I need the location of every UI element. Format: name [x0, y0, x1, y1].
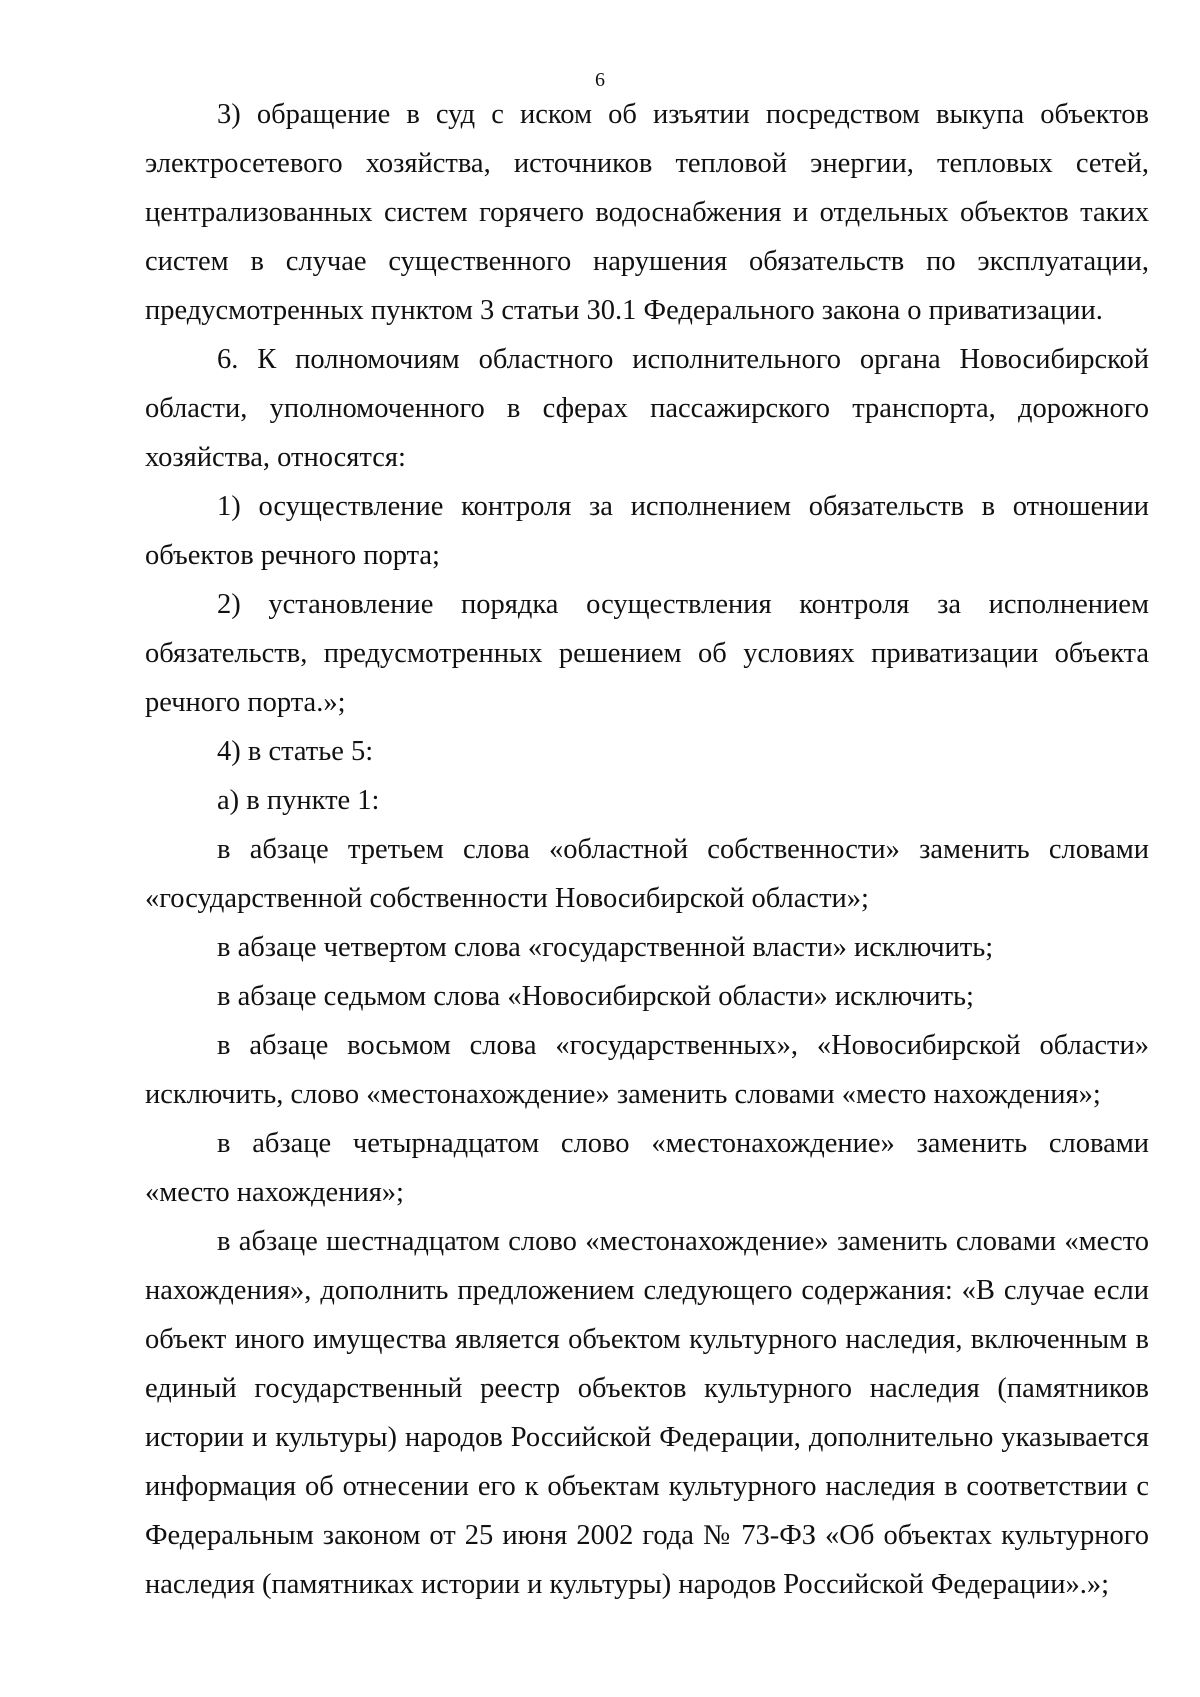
paragraph-abzac-8: в абзаце восьмом слова «государственных», «Новосибирской области» исключить, слово «местонахождение» заменить словами «место нахождения»;	[145, 1030, 1149, 1110]
paragraph-abzac-16: в абзаце шестнадцатом слово «местонахождение» заменить словами «место нахождения», дополнить предложением следующего содержания: «В случае если объект иного имущества является объектом культурного наследия, включенным в единый государственный реестр объектов культурного наследия (памятников истории и культуры) народов Российской Федерации, дополнительно указывается информация об отнесении его к объектам культурного наследия в соответствии с Федеральным законом от 25 июня 2002 года № 73-ФЗ «Об объектах культурного наследия (памятниках истории и культуры) народов Российской Федерации».»;	[145, 1226, 1149, 1600]
paragraph-item-3-court-claim: 3) обращение в суд с иском об изъятии посредством выкупа объектов электросетевого хозяйства, источников тепловой энергии, тепловых сетей, централизованных систем горячего водоснабжения и отдельных объектов таких систем в случае существенного нарушения обязательств по эксплуатации, предусмотренных пунктом 3 статьи 30.1 Федерального закона о приватизации.	[145, 99, 1149, 326]
paragraph-abzac-3: в абзаце третьем слова «областной собственности» заменить словами «государственной собственности Новосибирской области»;	[145, 834, 1149, 914]
page-number: 6	[595, 69, 605, 91]
paragraph-subitem-a-clause-1: а) в пункте 1:	[217, 785, 380, 816]
paragraph-abzac-14: в абзаце четырнадцатом слово «местонахождение» заменить словами «место нахождения»;	[145, 1128, 1149, 1208]
document-body	[145, 90, 1149, 1609]
paragraph-item-4-article-5: 4) в статье 5:	[217, 736, 374, 767]
paragraph-abzac-7: в абзаце седьмом слова «Новосибирской области» исключить;	[217, 981, 974, 1012]
paragraph-item-2-procedure: 2) установление порядка осуществления контроля за исполнением обязательств, предусмотренных решением об условиях приватизации объекта речного порта.»;	[145, 589, 1149, 718]
paragraph-section-6-powers: 6. К полномочиям областного исполнительного органа Новосибирской области, уполномоченного в сферах пассажирского транспорта, дорожного хозяйства, относятся:	[145, 344, 1149, 473]
paragraph-item-1-control: 1) осуществление контроля за исполнением обязательств в отношении объектов речного порта;	[145, 491, 1149, 571]
paragraph-abzac-4: в абзаце четвертом слова «государственной власти» исключить;	[217, 932, 994, 963]
